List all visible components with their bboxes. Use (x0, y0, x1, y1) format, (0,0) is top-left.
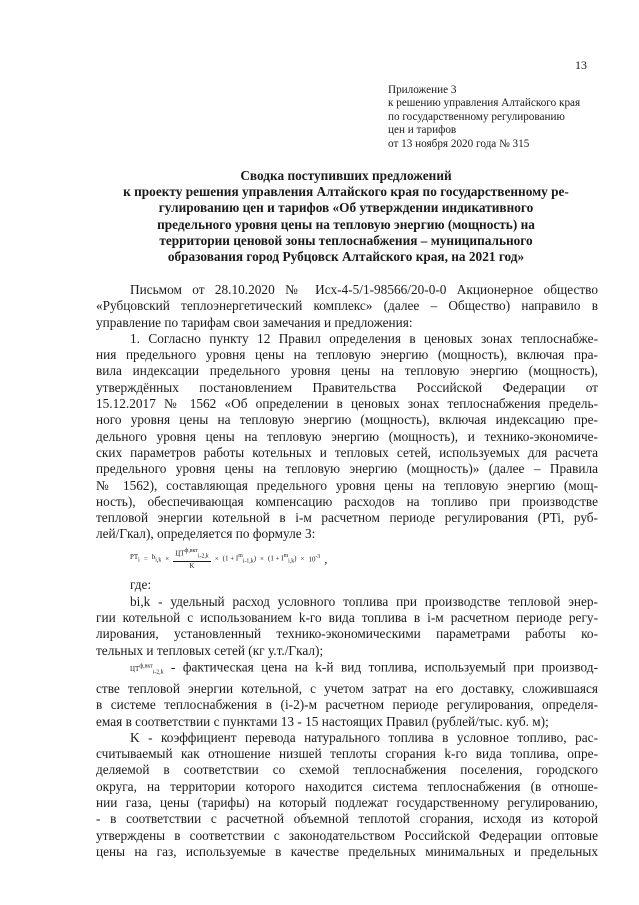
title-line: образования город Рубцовск Алтайского края, на 2021 год» (167, 249, 525, 265)
text-line: вила индексации предельного уровня цены на тепловую энергию (мощность), (96, 363, 598, 379)
annex-line: по государственному регулированию (388, 110, 565, 123)
document-title (96, 168, 596, 265)
formula-times: × (300, 554, 305, 563)
formula-factor-2: $(1 + I^m_{i,k})$ (267, 552, 297, 565)
text-line: ность), обеспечивающая компенсацию расходов на топливо при производстве (96, 493, 598, 509)
text-line: - в соответствии с расчетной объемной теплотой сгорания, исходя из которой (96, 811, 598, 827)
annex-line: Приложение 3 (388, 84, 457, 96)
text-line: предельного уровня цены на тепловую энергию (мощность)» (далее – Правила (96, 461, 598, 477)
text-line: ских параметров работы котельных и тепловых сетей, используемых для расчета (96, 444, 598, 460)
formula-tail: $10^{-3}$ (308, 554, 321, 564)
text-line: стве тепловой энергии котельной, с учетом затрат на его доставку, сложившаяся (96, 680, 598, 696)
definition-b (96, 594, 598, 659)
text-line: ния предельного уровня цены на тепловую энергию (мощность), включая пра- (96, 347, 598, 363)
formula-b: $b_{i,k}$ (151, 552, 162, 564)
text-line: 15.12.2017 № 1562 «Об определении в ценовых зонах теплоснабжения предель- (96, 396, 598, 412)
document-body (96, 282, 598, 860)
text-line: округа, на территории которого находится система теплоснабжения (в отноше- (96, 778, 598, 794)
text-line: дельного уровня цены на тепловую энергию (мощность), и технико-экономиче- (96, 428, 598, 444)
formula-comma: , (324, 551, 328, 566)
text-line: bi,k - удельный расход условного топлива при производстве тепловой энер- (130, 593, 598, 609)
text-line: утверждённых постановлением Правительства Российской Федерации от (96, 379, 598, 395)
text-line: нии газа, цены (тарифы) на который подлежат государственному регулированию, (96, 795, 598, 811)
intro-paragraph (96, 282, 598, 331)
annex-line: цен и тарифов (388, 124, 457, 137)
text-line: считываемый как отношение низшей теплоты сгорания k-го вида топлива, опре- (96, 746, 598, 762)
text-line: Письмом от 28.10.2020 № Исх-4-5/1-98566/20-0-0 Акционерное общество (130, 282, 598, 297)
text-line: «Рубцовский теплоэнергетический комплекс» (далее – Общество) направило в (96, 298, 598, 314)
formula-times: × (260, 554, 264, 563)
fraction-denominator: K (189, 562, 195, 571)
formula-3 (130, 547, 598, 572)
text-line: лей/Гкал), определяется по формуле 3: (96, 526, 316, 542)
text-line: в системе теплоснабжения в (i-2)-м расчетном периоде регулирования, определя- (96, 697, 598, 713)
formula-lhs: $PT_i$ (130, 552, 140, 564)
text-line: деляемой в соответствии со схемой теплоснабжения поселения, городского (96, 762, 598, 778)
formula-factor-1: $(1 + I^m_{i-1,k})$ (222, 552, 257, 565)
text-line: № 1562), составляющая предельного уровня цены на тепловую энергию (мощ- (96, 477, 598, 493)
text-line: цены на газ, используемые в качестве предельных минимальных и предельных (96, 843, 598, 859)
text-line: ного уровня цены на тепловую энергию (мощность), включая индексацию пре- (96, 412, 598, 428)
fraction-numerator: $ЦТ^{ф,вкт}_{i-2,k}$ (173, 547, 211, 563)
text-line: гии котельной с использованием k-го вида топлива в i-м расчетном периоде регу- (96, 610, 598, 626)
formula-times: × (214, 554, 219, 563)
text-line: лирования, установленный технико-экономическими параметрами работы ко- (96, 626, 598, 642)
text-line: тепловой энергии котельной в i-м расчетном периоде регулирования (PTi, руб- (96, 510, 598, 526)
point-1-paragraph (96, 331, 598, 543)
title-line: к проекту решения управления Алтайского края по государственному ре- (123, 184, 569, 200)
text-line: K - коэффициент перевода натурального топлива в условное топливо, рас- (130, 729, 598, 745)
text-line: 1. Согласно пункту 12 Правил определения в ценовых зонах теплоснабже- (130, 330, 598, 346)
ct-symbol: $ЦТ^{ф,вкт}_{i-2,k}$ (130, 663, 164, 676)
text-line: емая в соответствии с пунктами 13 - 15 настоящих Правил (рублей/тыс. куб. м); (96, 713, 549, 729)
where-label: где: (130, 577, 152, 593)
definition-k (96, 730, 598, 860)
title-line: территории ценовой зоны теплоснабжения – муниципального (159, 232, 533, 248)
text-line: тельных и тепловых сетей (кг у.т./Гкал); (96, 642, 324, 658)
text-line: утверждены в соответствии с законодательством Российской Федерации оптовые (96, 827, 598, 843)
annex-block (388, 84, 580, 151)
formula-times: × (165, 554, 170, 563)
text-line: $ЦТ^{ф,вкт}_{i-2,k}$ - фактическая цена на k-й вид топлива, используемый при производ- (130, 659, 598, 676)
title-line: Сводка поступивших предложений (240, 168, 452, 183)
page-number: 13 (575, 58, 587, 72)
title-line: гулированию цен и тарифов «Об утверждении индикативного (158, 200, 534, 216)
formula-fraction (173, 547, 211, 572)
definition-ct (96, 659, 598, 730)
text-line: управление по тарифам свои замечания и предложения: (96, 314, 413, 330)
annex-line: к решению управления Алтайского края (388, 97, 581, 110)
formula-equals: = (143, 554, 148, 563)
annex-line: от 13 ноября 2020 года № 315 (388, 137, 530, 150)
title-line: предельного уровня цены на тепловую энергию (мощность) на (157, 216, 535, 232)
